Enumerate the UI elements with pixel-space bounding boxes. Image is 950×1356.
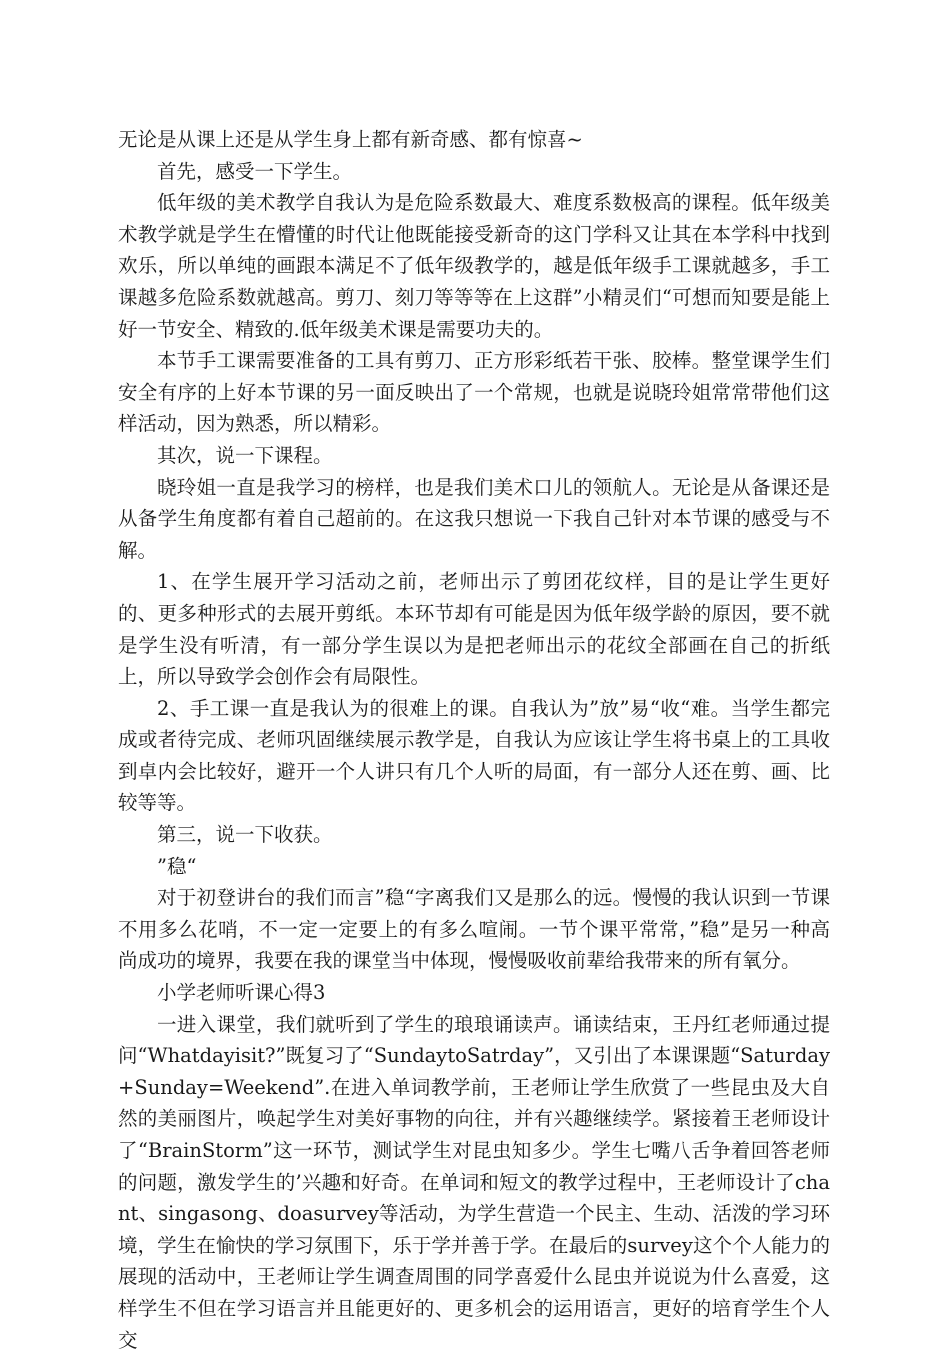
paragraph-intro-continuation: 无论是从课上还是从学生身上都有新奇感、都有惊喜~ bbox=[118, 128, 583, 151]
section-heading-students: 首先，感受一下学生。 bbox=[157, 159, 353, 183]
paragraph-body: 本节手工课需要准备的工具有剪刀、正方形彩纸若干张、胶棒。整堂课学生们安全有序的上好本节课的另一面反映出了一个常规，也就是说晓玲姐常常带他们这样活动，因为熟悉，所以精彩。 bbox=[118, 349, 830, 436]
paragraph-body: 一进入课堂，我们就听到了学生的琅琅诵读声。诵读结束，王丹红老师通过提问“Whatdayisit?”既复习了“SundaytoSatrday”，又引出了本课课题“Saturday+Sunday=Weekend”.在进入单词教学前，王老师让学生欣赏了一些昆虫及大自然的美丽图片，唤起学生对美好事物的向往，并有兴趣继续学。紧接着王老师设计了“BrainStorm”这一环节，测试学生对昆虫知多少。学生七嘴八舌争着回答老师的问题，激发学生的’兴趣和好奇。在单词和短文的教学过程中，王老师设计了chant、singasong、doasurvey等活动，为学生营造一个民主、生动、活泼的学习环境，学生在愉快的学习氛围下，乐于学并善于学。在最后的survey这个个人能力的展现的活动中，王老师让学生调查周围的同学喜爱什么昆虫并说说为什么喜爱，这样学生不但在学习语言并且能更好的、更多机会的运用语言，更好的培育学生个人交 bbox=[118, 1012, 830, 1352]
paragraph-list-item-2: 2、手工课一直是我认为的很难上的课。自我认为”放”易“收“难。当学生都完成或者待完成、老师巩固继续展示教学是，自我认为应该让学生将书桌上的工具收到卓内会比较好，避开一个人讲只有几个人听的局面，有一部分人还在剪、画、比较等等。 bbox=[118, 696, 830, 815]
keyword-stable: ”稳“ bbox=[157, 854, 197, 878]
section-heading-gains: 第三，说一下收获。 bbox=[157, 823, 333, 847]
paragraph-body: 低年级的美术教学自我认为是危险系数最大、难度系数极高的课程。低年级美术教学就是学生在懵懂的时代让他既能接受新奇的这门学科又让其在本学科中找到欢乐，所以单纯的画跟本满足不了低年级教学的，越是低年级手工课就越多，手工课越多危险系数就越高。剪刀、刻刀等等等在上这群”小精灵们“可想而知要是能上好一节安全、精致的.低年级美术课是需要功夫的。 bbox=[118, 191, 830, 341]
document-page bbox=[118, 124, 830, 1356]
paragraph-list-item-1: 1、在学生展开学习活动之前，老师出示了剪团花纹样，目的是让学生更好的、更多种形式的去展开剪纸。本环节却有可能是因为低年级学龄的原因，要不就是学生没有听清，有一部分学生误以为是把老师出示的花纹全部画在自己的折纸上，所以导致学会创作会有局限性。 bbox=[118, 570, 830, 689]
paragraph-body: 对于初登讲台的我们而言”稳“字离我们又是那么的远。慢慢的我认识到一节课不用多么花哨，不一定一定要上的有多么喧闹。一节个课平常常，”稳”是另一种高尚成功的境界，我要在我的课堂当中体现，慢慢吸收前辈给我带来的所有氧分。 bbox=[118, 886, 830, 973]
paragraph-body: 晓玲姐一直是我学习的榜样，也是我们美术口儿的领航人。无论是从备课还是从备学生角度都有着自己超前的。在这我只想说一下我自己针对本节课的感受与不解。 bbox=[118, 475, 830, 562]
article-subtitle: 小学老师听课心得3 bbox=[157, 981, 326, 1005]
section-heading-course: 其次，说一下课程。 bbox=[157, 443, 333, 467]
